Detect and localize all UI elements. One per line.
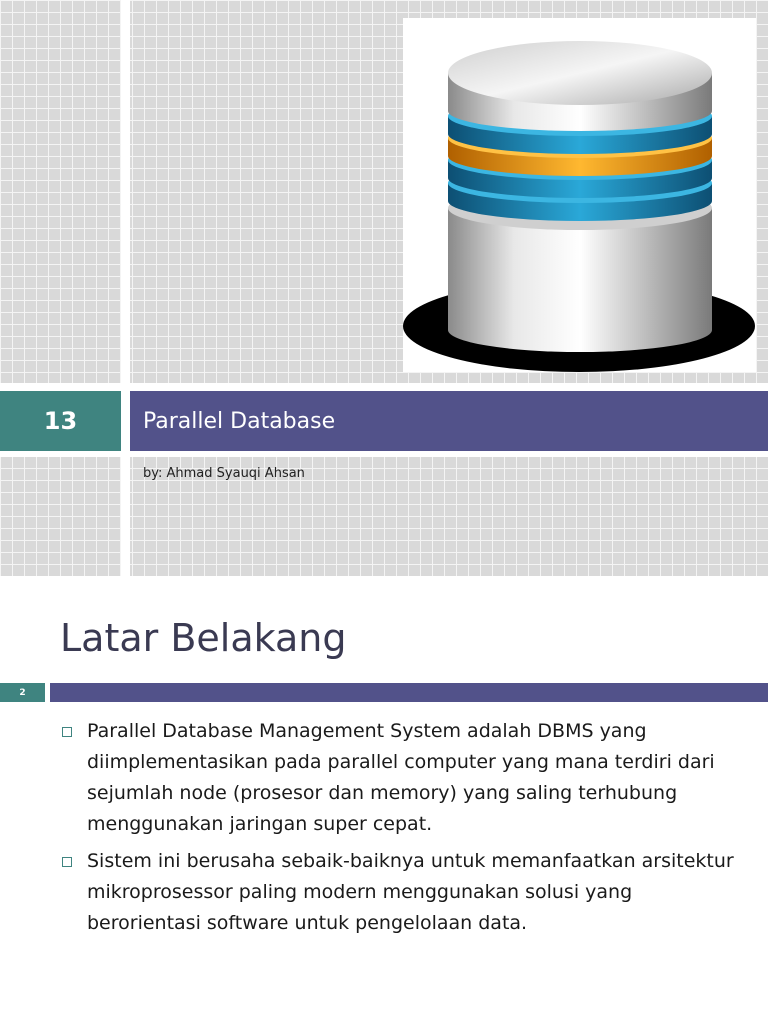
- bullet-text: Sistem ini berusaha sebaik-baiknya untuk memanfaatkan arsitektur mikroprosessor paling modern menggunakan solusi yang berorientasi software untuk pengelolaan data.: [87, 850, 734, 934]
- horizontal-divider-bottom: [0, 451, 768, 457]
- horizontal-divider-top: [0, 383, 768, 391]
- slide-number-badge: [0, 683, 45, 702]
- author-line: by: Ahmad Syauqi Ahsan: [143, 466, 305, 481]
- list-item: [62, 716, 742, 840]
- square-bullet-icon: [62, 857, 72, 867]
- slide-heading: Latar Belakang: [60, 616, 347, 660]
- square-bullet-icon: [62, 727, 72, 737]
- slide-title: Parallel Database: [143, 408, 336, 434]
- vertical-divider: [121, 0, 130, 576]
- bullet-list: [62, 716, 742, 945]
- section-number-text: 13: [43, 407, 78, 435]
- section-number: [0, 391, 121, 451]
- content-slide: [0, 576, 768, 1024]
- database-cylinder-icon: [403, 18, 756, 372]
- title-bar: [130, 391, 768, 451]
- database-image: [403, 18, 756, 372]
- heading-underline-bar: [50, 683, 768, 702]
- slide-number-text: 2: [19, 687, 26, 698]
- bullet-text: Parallel Database Management System adalah DBMS yang diimplementasikan pada parallel computer yang mana terdiri dari sejumlah node (prosesor dan memory) yang saling terhubung menggunakan jaringan super cepat.: [87, 720, 715, 835]
- list-item: [62, 846, 742, 939]
